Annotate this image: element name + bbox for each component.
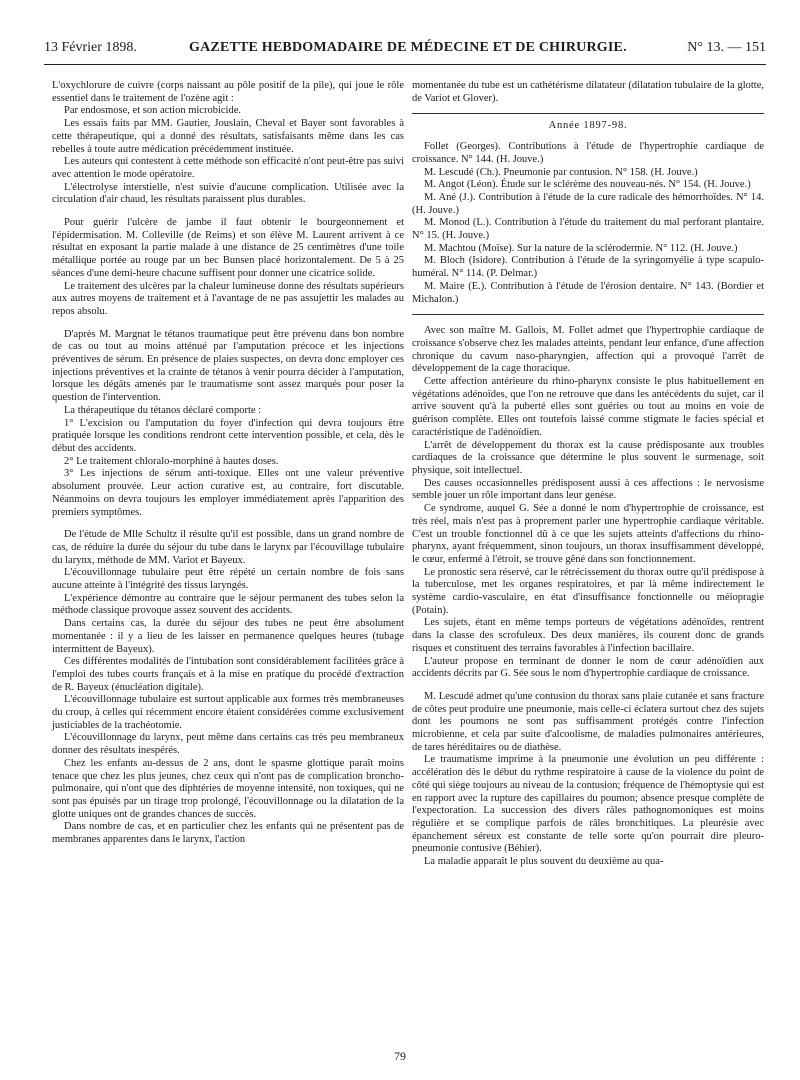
right-body	[412, 325, 764, 869]
paragraph: 3° Les injections de sérum anti-toxique. Elles ont une valeur préventive absolument prouvée. Leur action curative est, au contraire, fort discutable. Néanmoins on devra toujours les employer immédiatement après l'apparition des premiers symptômes.	[52, 468, 404, 518]
paragraph: Ces différentes modalités de l'intubation sont considérablement facilitées grâce à l'emploi des tubes courts français et à la mise en pratique du procédé d'extraction de R. Bayeux (énucléation digitale).	[52, 656, 404, 693]
paragraph: Pour guérir l'ulcère de jambe il faut obtenir le bourgeonnement et l'épidermisation. M. Colleville (de Reims) et son élève M. Laurent arrivent à ce résultat en exposant la partie malade à une distance de 25 centimètres d'une toile métallique portée au rouge par un bec Bunsen placé horizontalement. De 5 à 25 séances d'une demi-heure chacune suffisent pour donner une cicatrice solide.	[52, 217, 404, 279]
paragraph: L'écouvillonnage tubulaire peut être répété un certain nombre de fois sans aucune atteinte à l'intégrité des tissus laryngés.	[52, 567, 404, 592]
paragraph: 1° L'excision ou l'amputation du foyer d'infection qui devra toujours être pratiquée lorsque les conditions rendront cette intervention possible, et cela, dès le début des accidents.	[52, 417, 404, 454]
paragraph: Dans nombre de cas, et en particulier chez les enfants qui ne présentent pas de membranes apparentes dans le larynx, l'action	[52, 821, 404, 846]
bibliography-entry: M. Monod (L.). Contribution à l'étude du traitement du mal perforant plantaire. N° 15. (H. Jouve.)	[412, 217, 764, 242]
paragraph: M. Lescudé admet qu'une contusion du thorax sans plaie cutanée et sans fracture de côtes peut produire une pneumonie, mais celle-ci éclatera surtout chez des sujets dont les poumons ne sont pas suffisamment protégés contre l'infection microbienne, et cela par suite d'alcoolisme, de maladies pulmonaires antérieures, de tares héréditaires ou de diathèse.	[412, 690, 764, 753]
paragraph: Les auteurs qui contestent à cette méthode son efficacité n'ont peut-être pas suivi avec attention le mode opératoire.	[52, 156, 404, 180]
paragraph: Avec son maître M. Gallois, M. Follet admet que l'hypertrophie cardiaque de croissance s'observe chez les malades atteints, pendant leur enfance, d'une affection chronique du cavum naso-pharyngien, affection qui a provoqué l'arrêt de développement de la cage thoracique.	[412, 325, 764, 375]
bibliography-entry: M. Ané (J.). Contribution à l'étude de la cure radicale des hémorrhoïdes. N° 14. (H. Jouve.)	[412, 191, 764, 216]
paragraph: Cette affection antérieure du rhino-pharynx consiste le plus habituellement en végétations adénoïdes, que l'on ne retrouve que dans les antécédents du sujet, car il arrive souvent qu'à la puberté elles sont guéries ou tout au moins en voie de guérison complète. Elles ont toutefois laissé comme stigmate le facies spécial et caractéristique de l'adénoïdien.	[412, 376, 764, 438]
journal-title: GAZETTE HEBDOMADAIRE DE MÉDECINE ET DE CHIRURGIE.	[189, 40, 627, 55]
paragraph: L'auteur propose en terminant de donner le nom de cœur adénoïdien aux accidents décrits par G. Sée sous le nom d'hypertrophie cardiaque de croissance.	[412, 655, 764, 680]
paragraph: Le pronostic sera réservé, car le rétrécissement du thorax outre qu'il prédispose à la tuberculose, met les organes respiratoires, et par là même indirectement le système cardio-vasculaire, en état d'insuffisance fonctionnelle ou méiopragie (Potain).	[412, 566, 764, 616]
page-folio: 79	[394, 1049, 406, 1063]
issue-page-number: N° 13. — 151	[687, 40, 766, 55]
running-header	[44, 36, 766, 65]
paragraph: L'arrêt de développement du thorax est la cause prédisposante aux troubles cardiaques de la croissance que détermine le plus souvent le surmenage, soit physique, soit intellectuel.	[412, 439, 764, 476]
paragraph: De l'étude de Mlle Schultz il résulte qu'il est possible, dans un grand nombre de cas, de réduire la durée du séjour du tube dans le larynx par l'écouvillage tubulaire du larynx, méthode de MM. Variot et Bayeux.	[52, 529, 404, 566]
left-column	[52, 80, 404, 847]
paragraph: Les sujets, étant en même temps porteurs de végétations adénoïdes, rentrent dans la classe des scrofuleux. Des deux manières, ils courent donc de grands risques et constituent des terrains favorables à l'infection bacillaire.	[412, 617, 764, 654]
section-rule	[412, 113, 764, 114]
paragraph: Dans certains cas, la durée du séjour des tubes ne peut être absolument momentanée : il y a lieu de les laisser en permanence quelques heures (tubage intermittent de Bayeux).	[52, 618, 404, 655]
paragraph: D'après M. Margnat le tétanos traumatique peut être prévenu dans bon nombre de cas ou tout au moins atténué par l'amputation précoce et les injections préventives de sérum. En présence de plaies suspectes, on devra donc employer ces injections préventives et la crainte de tétanos à venir pourra décider à l'amputation, lorsque les dégâts amenés par le traumatisme sont assez marqués pour poser la question de l'intervention.	[52, 328, 404, 404]
paragraph: 2° Le traitement chloralo-morphiné à hautes doses.	[64, 455, 279, 467]
bibliography-entry: M. Machtou (Moïse). Sur la nature de la sclérodermie. N° 112. (H. Jouve.)	[424, 242, 738, 254]
paragraph: La thérapeutique du tétanos déclaré comporte :	[64, 404, 262, 416]
bibliography-entry: M. Bloch (Isidore). Contribution à l'étude de la syringomyélie à type scapulo-huméral. N° 114. (P. Delmar.)	[412, 255, 764, 280]
bibliography-heading: Année 1897-98.	[548, 120, 628, 132]
paragraph: La maladie apparaît le plus souvent du deuxième au qua-	[424, 856, 664, 868]
paragraph: L'expérience démontre au contraire que le séjour permanent des tubes selon la méthode classique provoque assez souvent des accidents.	[52, 592, 404, 617]
paragraph-continued: momentanée du tube est un cathétérisme dilatateur (dilatation tubulaire de la glotte, de Variot et Glover).	[412, 80, 764, 104]
paragraph: Les essais faits par MM. Gautier, Jouslain, Cheval et Bayer sont favorables à cette thérapeutique, qui a donné des résultats, satisfaisants même dans les cas rebelles à toute autre médication précédemment instituée.	[52, 118, 404, 155]
paragraph: Chez les enfants au-dessus de 2 ans, dont le spasme glottique paraît moins tenace que chez les plus jeunes, chez ceux qui n'ont pas de complication broncho-pulmonaire, qui n'ont que des diphtéries de moyenne intensité, non toxiques, qui ne sont pas épuisés par un tirage trop prolongé, l'écouvillonnage ou la dilatation de la glotte uniques ont de grandes chances de succès.	[52, 757, 404, 820]
paragraph: L'écouvillonnage du larynx, peut même dans certains cas très peu membraneux donner des résultats inespérés.	[52, 732, 404, 757]
paragraph: Le traumatisme imprime à la pneumonie une évolution un peu différente : accélération dès le début du rythme respiratoire à cause de la violence du point de côté qui siège toujours au niveau de la contusion; fréquence de l'hémoptysie qui est en rapport avec la rupture des capillaires du poumon; absence presque complète de l'expectoration. La succession des divers râles pathognomoniques est moins régulière et se complique parfois de râles bronchitiques. La pleurésie avec épanchement séreux est constante de telle sorte qu'on pourrait dire pleuro-pneumonie contusive (Béhier).	[412, 754, 764, 855]
right-column	[412, 80, 764, 869]
bibliography-entry: M. Lescudé (Ch.). Pneumonie par contusion. N° 158. (H. Jouve.)	[424, 166, 698, 178]
paragraph: Le traitement des ulcères par la chaleur lumineuse donne des résultats supérieurs aux autres moyens de traitement et à l'avantage de ne pas assujettir les malades au repos absolu.	[52, 280, 404, 317]
paragraph: L'oxychlorure de cuivre (corps naissant au pôle positif de la pile), qui joue le rôle essentiel dans le traitement de l'ozène agit :	[52, 80, 404, 104]
paragraph: Des causes occasionnelles prédisposent aussi à ces affections : le nervosisme semble jouer un rôle important dans leur genèse.	[412, 477, 764, 502]
bibliography-entry: Follet (Georges). Contributions à l'étude de l'hypertrophie cardiaque de croissance. N° 144. (H. Jouve.)	[412, 141, 764, 165]
paragraph: L'écouvillonnage tubulaire est surtout applicable aux formes très membraneuses du croup, à celles qui récemment encore étaient considérées comme exclusivement justiciables de la trachéotomie.	[52, 694, 404, 731]
paragraph: Ce syndrome, auquel G. Sée a donné le nom d'hypertrophie de croissance, est très réel, mais n'est pas à proprement parler une hypertrophie cardiaque véritable. C'est un trouble fonctionnel dû à ce que les sujets atteints d'affections du rhino-pharynx, ayant fréquemment, sinon toujours, un thorax insuffisamment développé, le cœur, enfermé à l'étroit, se trouve gêné dans son fonctionnement.	[412, 503, 764, 565]
issue-date: 13 Février 1898.	[44, 40, 137, 55]
bibliography-entry: M. Maire (E.). Contribution à l'étude de l'érosion dentaire. N° 143. (Bordier et Michalon.)	[412, 280, 764, 305]
section-rule	[412, 314, 764, 315]
paragraph: L'électrolyse interstielle, n'est suivie d'aucune complication. Utilisée avec la circulation d'air chaud, les résultats paraissent plus durables.	[52, 181, 404, 206]
bibliography-list	[412, 141, 764, 306]
bibliography-entry: M. Angot (Léon). Étude sur le sclérème des nouveau-nés. N° 154. (H. Jouve.)	[424, 179, 751, 191]
paragraph: Par endosmose, et son action microbicide.	[64, 105, 241, 117]
